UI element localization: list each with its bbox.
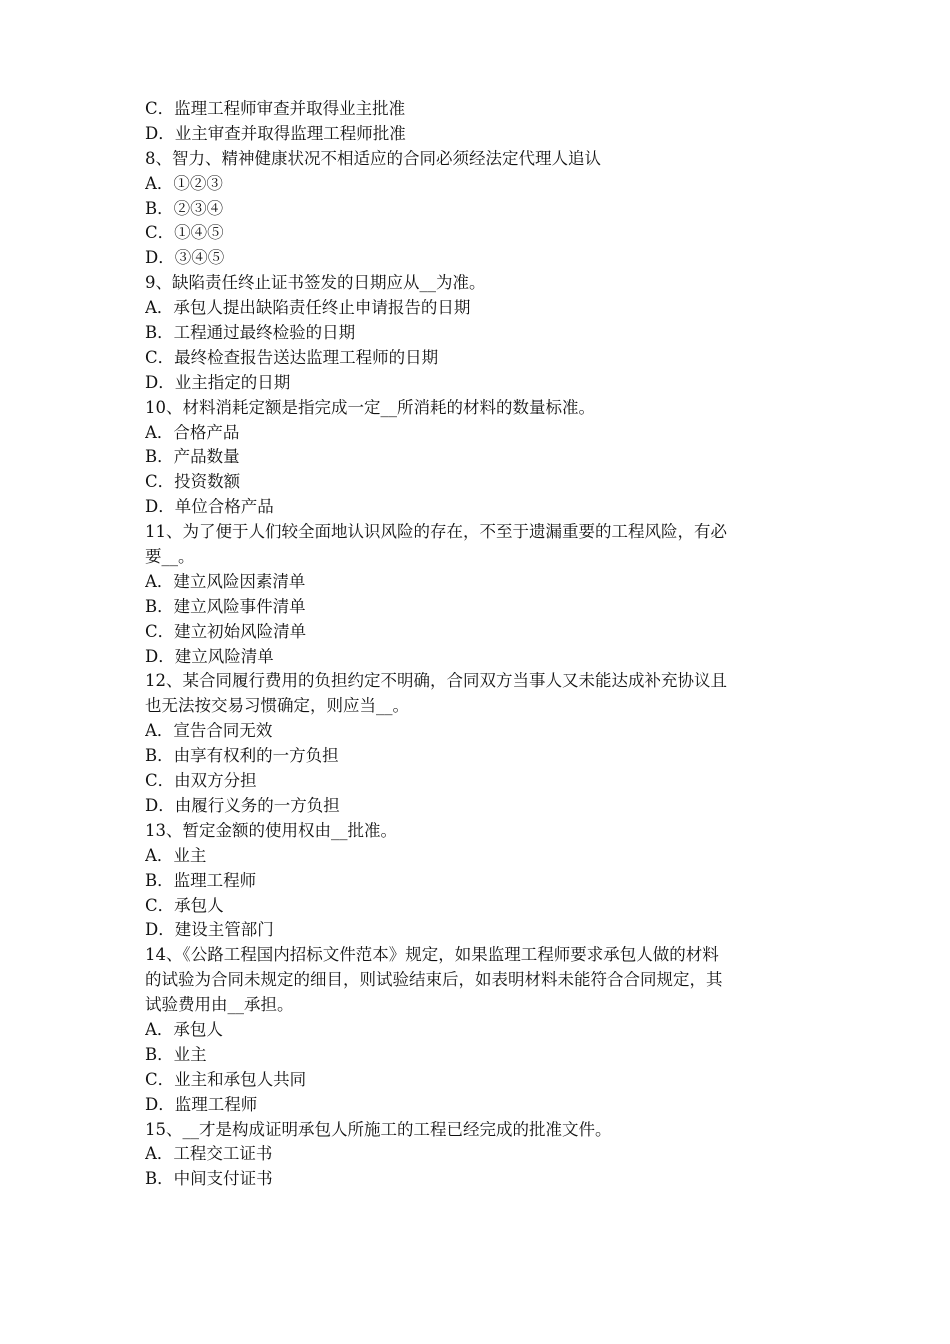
question-text [145,943,815,1018]
question-line: 要__。 [145,547,195,567]
question-line: 8、智力、精神健康状况不相适应的合同必须经法定代理人追认 [145,148,601,168]
answer-option [145,371,815,396]
question-line: 也无法按交易习惯确定，则应当__。 [145,696,409,716]
option-line: D．业主指定的日期 [145,372,291,392]
answer-option [145,470,815,495]
answer-option [145,97,815,122]
question-line: 9、缺陷责任终止证书签发的日期应从__为准。 [145,273,486,293]
option-line: D．由履行义务的一方负担 [145,795,340,815]
option-line: D．单位合格产品 [145,497,274,517]
answer-option [145,246,815,271]
option-line: A．①②③ [145,173,223,193]
option-line: B．产品数量 [145,447,240,467]
answer-option [145,197,815,222]
option-line: D．③④⑤ [145,248,225,268]
answer-option [145,769,815,794]
option-line: A．承包人提出缺陷责任终止申请报告的日期 [145,298,471,318]
answer-option [145,918,815,943]
option-line: B．业主 [145,1044,207,1064]
answer-option [145,744,815,769]
question-line: 14、《公路工程国内招标文件范本》规定，如果监理工程师要求承包人做的材料 [145,945,719,965]
answer-option [145,645,815,670]
option-line: A．业主 [145,845,207,865]
option-line: C．建立初始风险清单 [145,621,307,641]
option-line: B．由享有权利的一方负担 [145,746,339,766]
answer-option [145,321,815,346]
question-line: 11、为了便于人们较全面地认识风险的存在，不至于遗漏重要的工程风险，有必 [145,522,727,542]
answer-option [145,719,815,744]
answer-option [145,1142,815,1167]
option-line: C．由双方分担 [145,771,257,791]
option-line: C．监理工程师审查并取得业主批准 [145,99,406,118]
question-text [145,1118,815,1143]
option-line: C．①④⑤ [145,223,224,243]
option-line: C．承包人 [145,895,224,915]
answer-option [145,346,815,371]
answer-option [145,172,815,197]
option-line: D．建设主管部门 [145,920,274,940]
option-line: B．工程通过最终检验的日期 [145,323,356,343]
option-line: C．投资数额 [145,472,241,492]
question-text [145,396,815,421]
question-line: 10、材料消耗定额是指完成一定__所消耗的材料的数量标准。 [145,397,595,417]
question-text [145,271,815,296]
option-line: A．承包人 [145,1019,223,1039]
answer-option [145,869,815,894]
question-line: 15、__才是构成证明承包人所施工的工程已经完成的批准文件。 [145,1119,612,1139]
answer-option [145,1043,815,1068]
answer-option [145,844,815,869]
answer-option [145,894,815,919]
option-line: B．建立风险事件清单 [145,596,306,616]
option-line: B．中间支付证书 [145,1169,273,1189]
document-page [145,97,815,1192]
answer-option [145,1068,815,1093]
question-line: 13、暂定金额的使用权由__批准。 [145,820,397,840]
question-line: 的试验为合同未规定的细目，则试验结束后，如表明材料未能符合合同规定，其 [145,970,723,990]
option-line: A．建立风险因素清单 [145,571,306,591]
answer-option [145,1093,815,1118]
answer-option [145,1018,815,1043]
question-text [145,819,815,844]
option-line: A．合格产品 [145,422,240,442]
answer-option [145,570,815,595]
question-text [145,669,815,719]
question-line: 试验费用由__承担。 [145,995,294,1015]
option-line: A．工程交工证书 [145,1144,273,1164]
answer-option [145,620,815,645]
answer-option [145,296,815,321]
option-line: B．②③④ [145,198,224,218]
option-line: B．监理工程师 [145,870,257,890]
answer-option [145,595,815,620]
answer-option [145,1167,815,1192]
answer-option [145,421,815,446]
answer-option [145,445,815,470]
answer-option [145,495,815,520]
question-text [145,520,815,570]
option-line: C．业主和承包人共同 [145,1069,307,1089]
question-text [145,147,815,172]
answer-option [145,221,815,246]
option-line: D．业主审查并取得监理工程师批准 [145,123,406,143]
answer-option [145,122,815,147]
option-line: D．建立风险清单 [145,646,274,666]
option-line: A．宣告合同无效 [145,721,273,741]
answer-option [145,794,815,819]
option-line: D．监理工程师 [145,1094,258,1114]
question-line: 12、某合同履行费用的负担约定不明确，合同双方当事人又未能达成补充协议且 [145,671,727,691]
option-line: C．最终检查报告送达监理工程师的日期 [145,347,439,367]
